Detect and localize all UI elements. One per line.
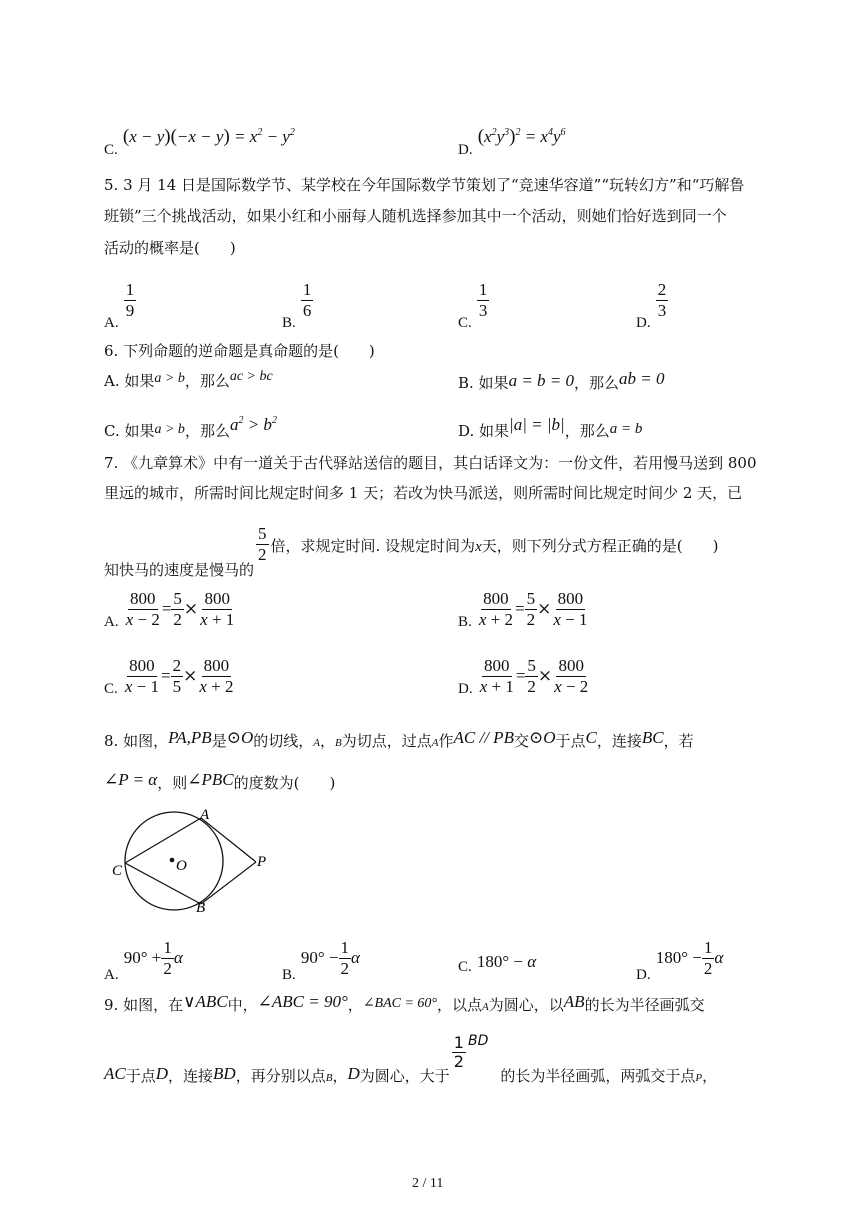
option-text: ，那么 xyxy=(564,422,610,440)
q7-option-b: B. $\frac{800}{x + 2}$ = $\frac{5}{2}$ × $\frac{800}{x - 1}$ xyxy=(458,589,588,630)
q5-stem-line2: 班锁”三个挑战活动，如果小红和小丽每人随机选择参加其中一个活动，则她们恰好选到同一个 xyxy=(104,207,727,225)
q5-stem-line1: 5. 3 月 14 日是国际数学节、某学校在今年国际数学节策划了“竞速华容道”“玩转幻方”和“巧解鲁 xyxy=(104,176,745,194)
option-text: C. 如果 xyxy=(104,422,155,440)
label-o: O xyxy=(176,858,187,874)
q8-text: 8. 如图， xyxy=(104,732,169,750)
option-text: ，那么 xyxy=(184,372,230,390)
q6-option-d: D. 如果|a| = |b|，那么a = b xyxy=(458,415,643,440)
q4-option-c xyxy=(104,126,295,160)
option-label: C. xyxy=(104,680,118,697)
tangent-pa xyxy=(201,818,256,862)
option-label: A. xyxy=(104,314,119,331)
option-text: ，那么 xyxy=(184,422,230,440)
q7-option-c: C. $\frac{800}{x - 1}$ = $\frac{2}{5}$ × $\frac{800}{x + 2}$ xyxy=(104,656,234,697)
q9-text: 为圆心，大于 xyxy=(359,1066,450,1085)
q8-text: 的切线， xyxy=(253,732,314,750)
q9-text: ，以点 xyxy=(437,996,483,1014)
q8-text: ， xyxy=(320,732,336,750)
q8-text: ，连接 xyxy=(596,732,642,750)
q7-option-a: A. $\frac{800}{x - 2}$ = $\frac{5}{2}$ × $\frac{800}{x + 1}$ xyxy=(104,589,235,630)
option-label: D. xyxy=(636,314,651,331)
q9-text: 为圆心，以 xyxy=(488,996,564,1014)
q7-text: 知快马的速度是慢马的 xyxy=(104,561,255,580)
option-text: D. 如果 xyxy=(458,422,510,440)
q7-variable: x xyxy=(475,539,482,556)
option-label: D. xyxy=(458,142,473,158)
q8-text: ，若 xyxy=(663,732,694,750)
q7-text: 倍，求规定时间. 设规定时间为 xyxy=(270,537,476,556)
option-text: ，那么 xyxy=(574,374,620,392)
q7-stem-line3: 知快马的速度是慢马的 $\frac{5}{2}$ 倍，求规定时间. 设规定时间为x天，则下列分式方程正确的是( ) xyxy=(104,524,719,580)
q9-text: 的长为半径画弧，两弧交于点 xyxy=(500,1066,696,1085)
q8-text: 作 xyxy=(438,732,454,750)
option-label: B. xyxy=(282,314,296,331)
label-a: A xyxy=(200,807,210,823)
q8-text: 是 xyxy=(211,732,227,750)
label-c: C xyxy=(112,863,123,879)
option-label: A. xyxy=(104,613,119,630)
q8-text: 交 xyxy=(513,732,529,750)
q5-option-b: B. $\frac{1}{6}$ xyxy=(282,280,312,331)
q4-option-c-formula: $(x - y)(-x - y) = x^2 - y^2$ xyxy=(122,126,295,147)
segment-cb xyxy=(125,863,201,904)
q4-option-d-formula: $(x^2y^3)^2 = x^4y^6$ xyxy=(477,126,566,147)
option-text: B. 如果 xyxy=(458,374,509,392)
q6-option-c: C. 如果a > b，那么$a^2 > b^2$ xyxy=(104,415,277,440)
q7-stem-line2: 里远的城市，所需时间比规定时间多 1 天；若改为快马派送，则所需时间比规定时间少 2 天，已 xyxy=(104,484,743,502)
q9-text: ， xyxy=(347,996,363,1014)
q7-text: 天，则下列分式方程正确的是( ) xyxy=(481,537,719,556)
label-p: P xyxy=(257,854,267,870)
q8-option-b: B. 90° − $\frac{1}{2}$ α xyxy=(282,938,360,983)
q8-text: 为切点，过点 xyxy=(341,732,432,750)
q6-option-a: A. 如果a > b，那么ac > bc xyxy=(104,369,273,390)
q8-stem-line2: ∠P = α，则∠PBC的度数为( ) xyxy=(104,770,336,792)
label-b: B xyxy=(196,900,206,916)
q9-text: 中， xyxy=(227,996,258,1014)
q5-option-c: C. $\frac{1}{3}$ xyxy=(458,280,488,331)
option-label: B. xyxy=(458,613,472,630)
q9-text: 9. 如图，在 xyxy=(104,996,184,1014)
option-label: C. xyxy=(458,314,472,331)
q9-text: ，连接 xyxy=(168,1066,214,1085)
option-label: A. xyxy=(104,966,119,983)
q5-stem-line3: 活动的概率是( ) xyxy=(104,239,236,257)
page-number: 2 / 11 xyxy=(412,1176,444,1191)
q8-stem-line1: 8. 如图，PA,PB是⊙O的切线，A，B为切点，过点A作AC // PB交⊙O于点C，连接BC，若 xyxy=(104,728,694,750)
q8-text: ，则 xyxy=(157,774,188,792)
q8-text: 于点 xyxy=(555,732,586,750)
q5-option-d: D. $\frac{2}{3}$ xyxy=(636,280,667,331)
option-text: A. 如果 xyxy=(104,372,155,390)
q9-text: ， xyxy=(332,1066,348,1085)
option-label: D. xyxy=(458,680,473,697)
option-label: D. xyxy=(636,966,651,983)
q5-option-a: A. $\frac{1}{9}$ xyxy=(104,280,135,331)
center-point xyxy=(170,858,175,863)
q8-option-a: A. 90° + $\frac{1}{2}$ α xyxy=(104,938,183,983)
q9-text: ， xyxy=(702,1066,718,1085)
q4-option-d xyxy=(458,126,566,160)
q8-option-c: C. 180° − α xyxy=(458,952,537,975)
option-label: C. xyxy=(104,142,118,158)
q6-option-b: B. 如果a = b = 0，那么ab = 0 xyxy=(458,369,665,392)
tangent-pb xyxy=(201,862,256,904)
q7-stem-line1: 7. 《九章算术》中有一道关于古代驿站送信的题目，其白话译文为：一份文件，若用慢马送到 800 xyxy=(104,454,757,472)
q9-text: 于点 xyxy=(125,1066,156,1085)
q7-option-d: D. $\frac{800}{x + 1}$ = $\frac{5}{2}$ × $\frac{800}{x - 2}$ xyxy=(458,656,589,697)
q9-text: ，再分别以点 xyxy=(235,1066,326,1085)
q8-text: 的度数为( ) xyxy=(233,774,336,792)
q9-stem-line1: 9. 如图，在∨ABC中，∠ABC = 90°，∠BAC = 60°，以点A为圆心，以AB的长为半径画弧交 xyxy=(104,992,705,1014)
segment-ca xyxy=(125,818,201,863)
q6-stem: 6. 下列命题的逆命题是真命题的是( ) xyxy=(104,342,375,360)
option-label: B. xyxy=(282,966,296,983)
q9-text: 的长为半径画弧交 xyxy=(584,996,705,1014)
q8-figure xyxy=(100,800,290,920)
q8-option-d: D. 180° − $\frac{1}{2}$ α xyxy=(636,938,724,983)
option-label: C. xyxy=(458,959,472,975)
q9-stem-line2: AC于点D，连接BD，再分别以点$_B$，D为圆心，大于 $\frac{1}{2}$ BD的长为半径画弧，两弧交于点$_P$， xyxy=(104,1032,718,1085)
